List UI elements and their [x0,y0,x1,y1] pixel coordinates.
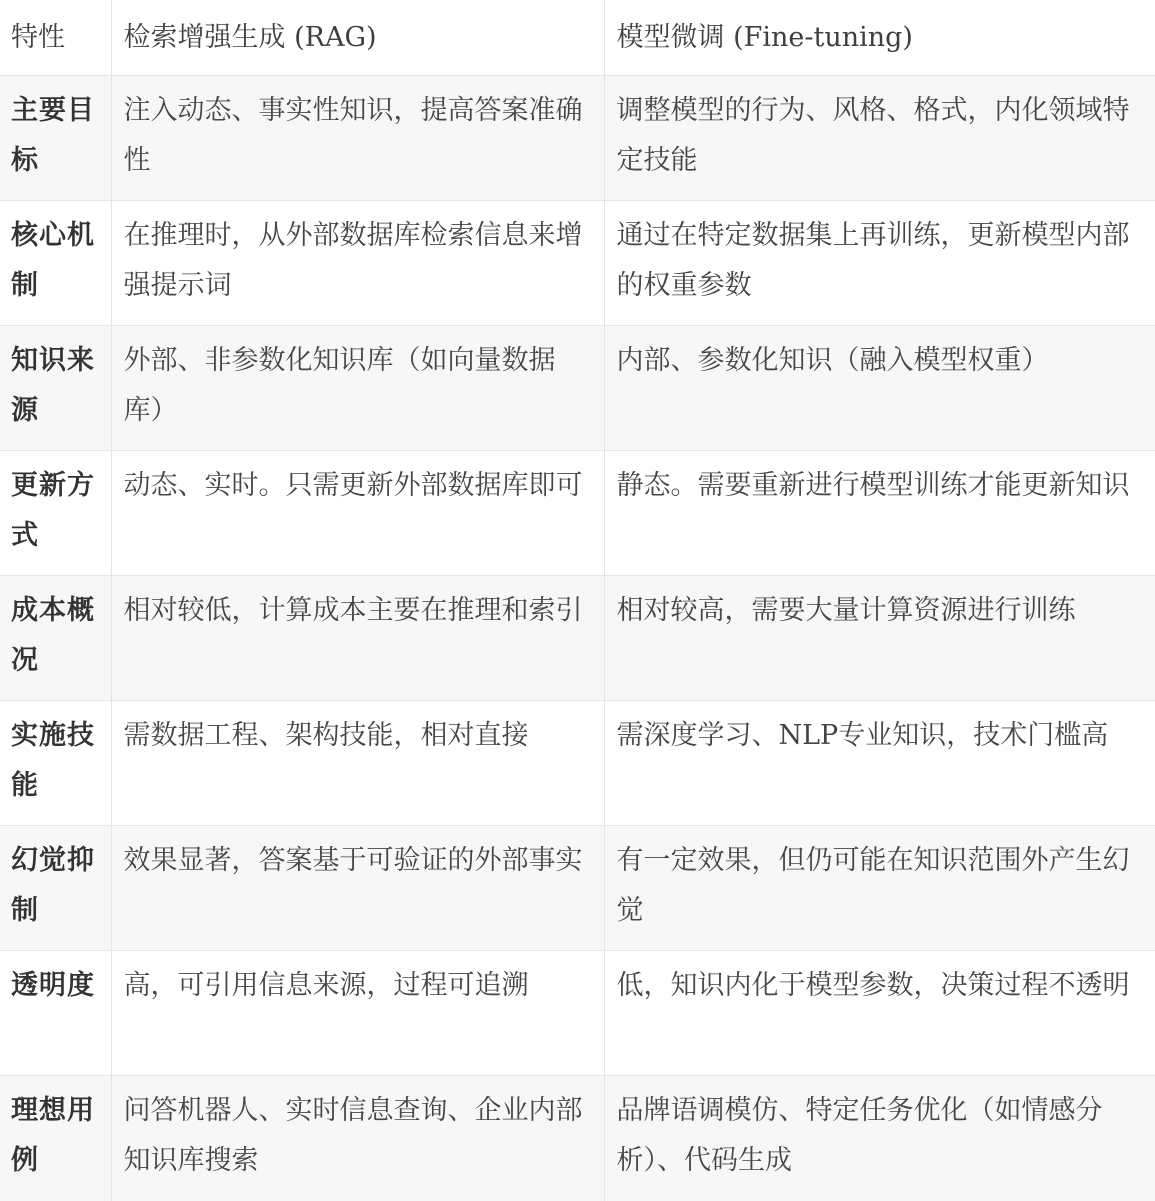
row-feature-cell: 主要目标 [11,95,95,176]
row-finetune-cell: 品牌语调模仿、特定任务优化（如情感分析）、代码生成 [604,1076,1155,1201]
table-row [0,576,1155,701]
row-rag-cell: 外部、非参数化知识库（如向量数据库） [111,326,604,451]
header-feature: 特性 [11,22,65,53]
table-row [0,701,1155,826]
row-rag-cell: 需数据工程、架构技能，相对直接 [111,701,604,826]
row-finetune-cell: 有一定效果，但仍可能在知识范围外产生幻觉 [604,826,1155,951]
row-finetune-cell: 低，知识内化于模型参数，决策过程不透明 [604,951,1155,1076]
table-row [0,826,1155,951]
row-finetune-cell: 通过在特定数据集上再训练，更新模型内部的权重参数 [604,201,1155,326]
table-header-row [0,0,1155,76]
row-rag-cell: 在推理时，从外部数据库检索信息来增强提示词 [111,201,604,326]
row-feature-cell: 幻觉抑制 [11,845,95,926]
row-feature-cell: 透明度 [11,970,95,1001]
row-rag-cell: 相对较低，计算成本主要在推理和索引 [111,576,604,701]
row-finetune-cell: 相对较高，需要大量计算资源进行训练 [604,576,1155,701]
table-row [0,326,1155,451]
row-feature-cell: 核心机制 [11,220,95,301]
table-row [0,76,1155,201]
row-finetune-cell: 需深度学习、NLP专业知识，技术门槛高 [604,701,1155,826]
table-row [0,201,1155,326]
row-rag-cell: 高，可引用信息来源，过程可追溯 [111,951,604,1076]
table-row [0,951,1155,1076]
row-finetune-cell: 静态。需要重新进行模型训练才能更新知识 [604,451,1155,576]
row-finetune-cell: 调整模型的行为、风格、格式，内化领域特定技能 [604,76,1155,201]
table-row [0,1076,1155,1201]
row-rag-cell: 问答机器人、实时信息查询、企业内部知识库搜索 [111,1076,604,1201]
row-rag-cell: 注入动态、事实性知识，提高答案准确性 [111,76,604,201]
row-finetune-cell: 内部、参数化知识（融入模型权重） [604,326,1155,451]
row-rag-cell: 动态、实时。只需更新外部数据库即可 [111,451,604,576]
row-feature-cell: 理想用例 [11,1095,95,1176]
row-feature-cell: 成本概况 [11,595,95,676]
row-rag-cell: 效果显著，答案基于可验证的外部事实 [111,826,604,951]
row-feature-cell: 知识来源 [11,345,95,426]
header-rag: 检索增强生成 (RAG) [111,0,604,76]
row-feature-cell: 更新方式 [11,470,95,551]
header-finetune: 模型微调 (Fine-tuning) [604,0,1155,76]
row-feature-cell: 实施技能 [11,720,95,801]
table-row [0,451,1155,576]
